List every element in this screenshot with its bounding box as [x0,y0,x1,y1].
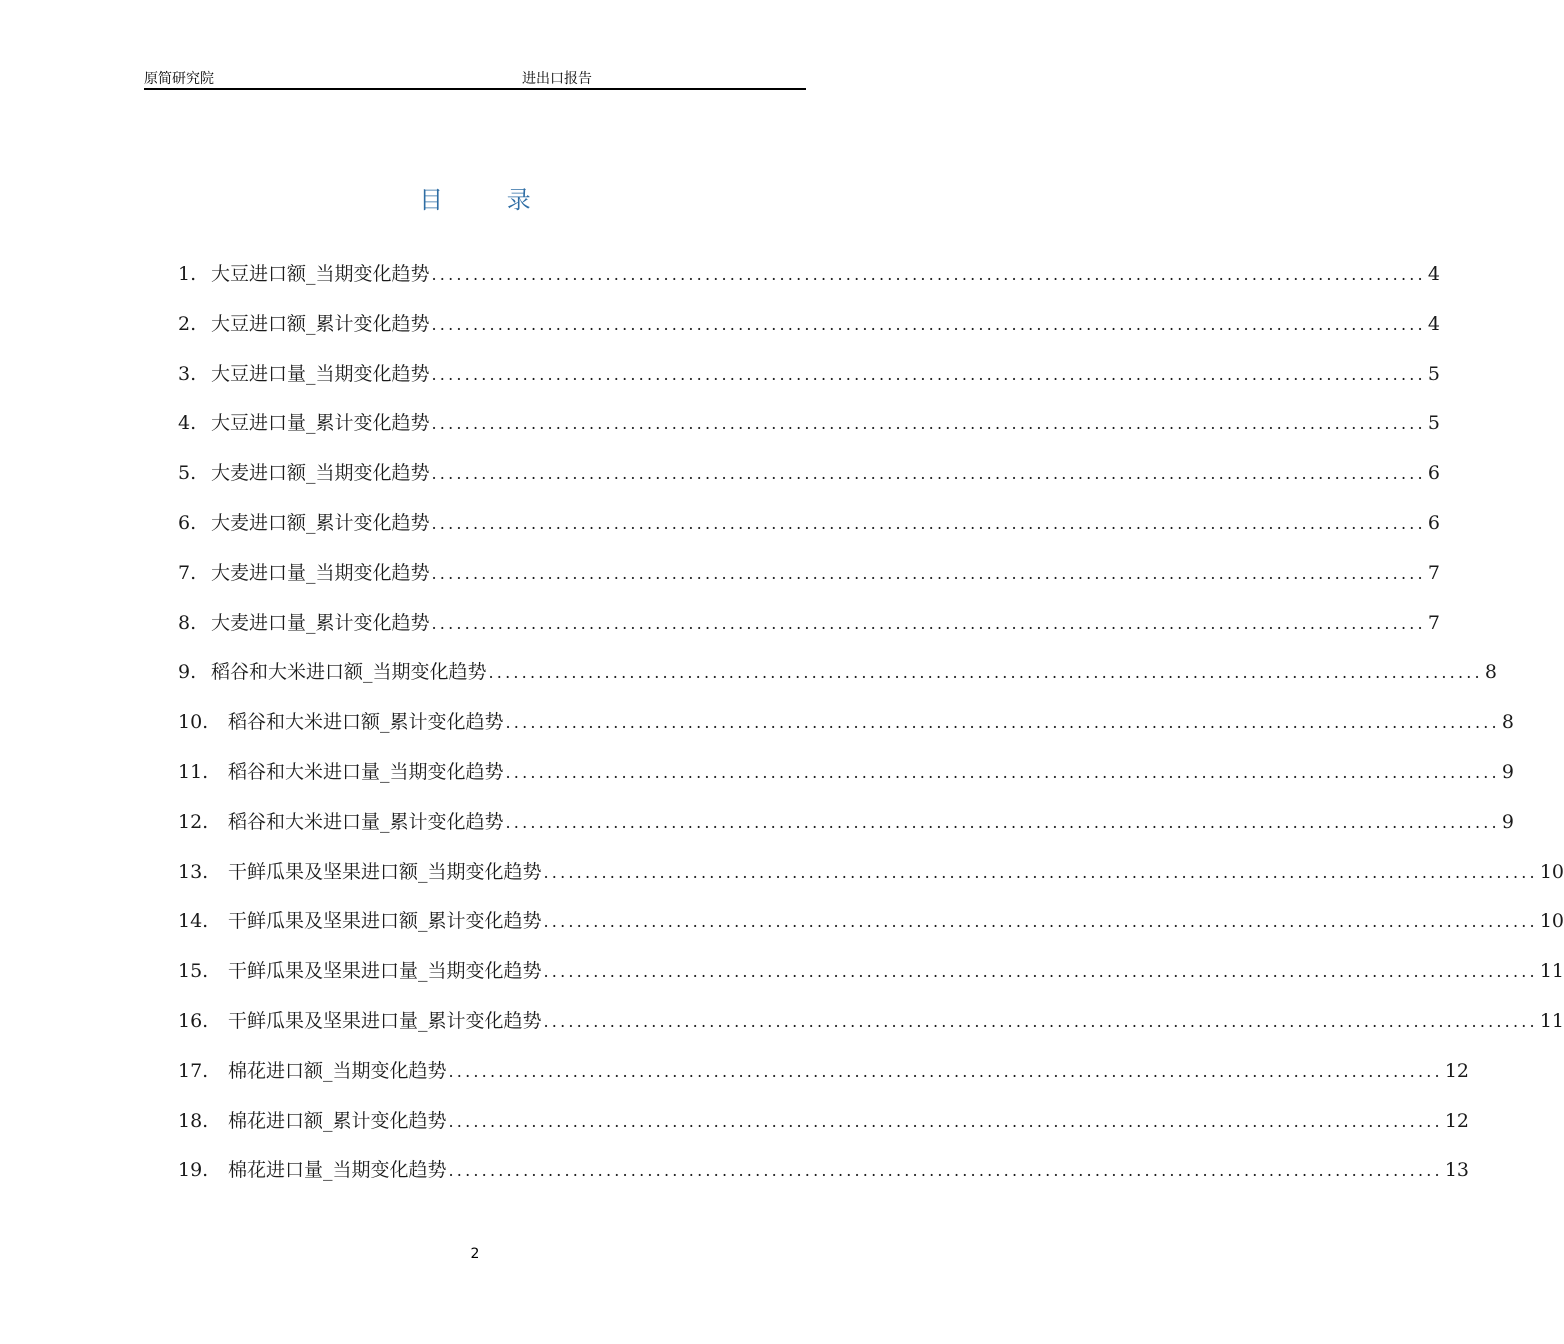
toc-entry-number: 10. [178,711,209,734]
toc-entry[interactable] [178,258,1440,308]
toc-dot-leader: ........................................................................................................................ [448,1111,1443,1131]
toc-entry-number: 17. [178,1059,209,1082]
toc-entry[interactable] [178,656,1497,706]
page-header [144,66,806,90]
toc-entry-number: 14. [178,910,209,933]
toc-entry-number: 12. [178,810,209,833]
toc-dot-leader: ........................................................................................................................ [431,314,1426,334]
toc-dot-leader: ........................................................................................................................ [505,812,1500,832]
toc-entry-title: 干鲜瓜果及坚果进口量_当期变化趋势 [228,960,542,983]
toc-dot-leader: ........................................................................................................................ [431,265,1426,284]
toc-entry[interactable] [178,457,1440,507]
toc-dot-leader: ........................................................................................................................ [505,762,1500,782]
toc-entry-title: 稻谷和大米进口额_当期变化趋势 [211,661,487,684]
toc-entry-number: 3. [178,362,197,385]
toc-entry-page: 6 [1427,462,1440,485]
toc-entry-title: 大豆进口额_累计变化趋势 [211,312,430,335]
toc-dot-leader: ........................................................................................................................ [431,464,1426,484]
toc-entry-page: 12 [1444,1059,1470,1082]
toc-entry-title: 大麦进口量_累计变化趋势 [211,611,430,634]
toc-entry-number: 7. [178,561,197,584]
toc-entry-number: 5. [178,462,197,485]
header-org-name: 原简研究院 [144,71,214,87]
toc-dot-leader: ........................................................................................................................ [431,414,1426,434]
table-of-contents [178,258,1564,1204]
toc-entry-title: 棉花进口额_当期变化趋势 [228,1059,447,1082]
toc-entry-page: 5 [1427,362,1440,385]
toc-entry[interactable] [178,358,1440,408]
toc-entry-title: 干鲜瓜果及坚果进口量_累计变化趋势 [228,1009,542,1032]
toc-entry[interactable] [178,507,1440,557]
toc-dot-leader: ........................................................................................................................ [431,364,1426,384]
toc-entry-page: 11 [1539,960,1564,983]
toc-entry[interactable] [178,1055,1470,1105]
toc-entry[interactable] [178,1105,1470,1155]
toc-entry-number: 13. [178,860,209,883]
toc-entry-page: 4 [1427,312,1440,335]
toc-dot-leader: ........................................................................................................................ [448,1061,1443,1081]
toc-entry-number: 4. [178,412,197,435]
toc-entry-number: 15. [178,960,209,983]
toc-dot-leader: ........................................................................................................................ [448,1161,1443,1181]
toc-dot-leader: ........................................................................................................................ [505,713,1500,733]
page-number: 2 [470,1246,480,1262]
toc-entry-page: 8 [1501,711,1514,734]
toc-entry-page: 10 [1539,910,1564,933]
toc-entry-number: 9. [178,661,197,684]
toc-entry-title: 大麦进口额_当期变化趋势 [211,462,430,485]
toc-entry-page: 6 [1427,511,1440,534]
toc-entry-title: 棉花进口额_累计变化趋势 [228,1109,447,1132]
toc-entry[interactable] [178,706,1514,756]
toc-dot-leader: ........................................................................................................................ [543,1011,1538,1031]
toc-entry-title: 干鲜瓜果及坚果进口额_累计变化趋势 [228,910,542,933]
toc-heading: 目 录 [419,186,559,214]
toc-entry-title: 干鲜瓜果及坚果进口额_当期变化趋势 [228,860,542,883]
toc-entry-title: 大豆进口量_累计变化趋势 [211,412,430,435]
toc-entry[interactable] [178,905,1564,955]
toc-entry-title: 稻谷和大米进口额_累计变化趋势 [228,711,504,734]
toc-entry-title: 大麦进口量_当期变化趋势 [211,561,430,584]
toc-entry-number: 11. [178,760,209,783]
toc-entry[interactable] [178,856,1564,906]
toc-entry-title: 大豆进口量_当期变化趋势 [211,362,430,385]
toc-entry-number: 8. [178,611,197,634]
toc-dot-leader: ........................................................................................................................ [543,862,1538,882]
toc-entry[interactable] [178,955,1564,1005]
toc-entry-number: 2. [178,312,197,335]
toc-entry[interactable] [178,806,1514,856]
toc-entry-title: 稻谷和大米进口量_累计变化趋势 [228,810,504,833]
toc-dot-leader: ........................................................................................................................ [431,613,1426,633]
toc-entry-page: 8 [1484,661,1497,684]
toc-entry[interactable] [178,407,1440,457]
toc-entry[interactable] [178,1154,1470,1204]
toc-entry-page: 9 [1501,810,1514,833]
toc-entry-page: 12 [1444,1109,1470,1132]
toc-entry-title: 棉花进口量_当期变化趋势 [228,1159,447,1182]
toc-entry-number: 16. [178,1009,209,1032]
toc-dot-leader: ........................................................................................................................ [488,663,1483,683]
toc-entry-page: 13 [1444,1159,1470,1182]
toc-entry-number: 19. [178,1159,209,1182]
toc-entry-page: 5 [1427,412,1440,435]
toc-entry-number: 18. [178,1109,209,1132]
toc-dot-leader: ........................................................................................................................ [431,563,1426,583]
toc-dot-leader: ........................................................................................................................ [543,962,1538,982]
toc-entry[interactable] [178,756,1514,806]
toc-entry-page: 4 [1427,263,1440,285]
toc-entry-page: 7 [1427,611,1440,634]
toc-dot-leader: ........................................................................................................................ [431,513,1426,533]
toc-entry[interactable] [178,557,1440,607]
toc-entry[interactable] [178,607,1440,657]
toc-dot-leader: ........................................................................................................................ [543,912,1538,932]
toc-entry-title: 大豆进口额_当期变化趋势 [211,263,430,285]
toc-entry[interactable] [178,1005,1564,1055]
toc-entry-title: 大麦进口额_累计变化趋势 [211,511,430,534]
toc-entry-page: 7 [1427,561,1440,584]
toc-entry-page: 11 [1539,1009,1564,1032]
toc-entry-title: 稻谷和大米进口量_当期变化趋势 [228,760,504,783]
toc-entry-page: 9 [1501,760,1514,783]
toc-entry-page: 10 [1539,860,1564,883]
toc-entry-number: 6. [178,511,197,534]
toc-entry-number: 1. [178,263,197,285]
header-report-title: 进出口报告 [522,71,592,87]
toc-entry[interactable] [178,308,1440,358]
